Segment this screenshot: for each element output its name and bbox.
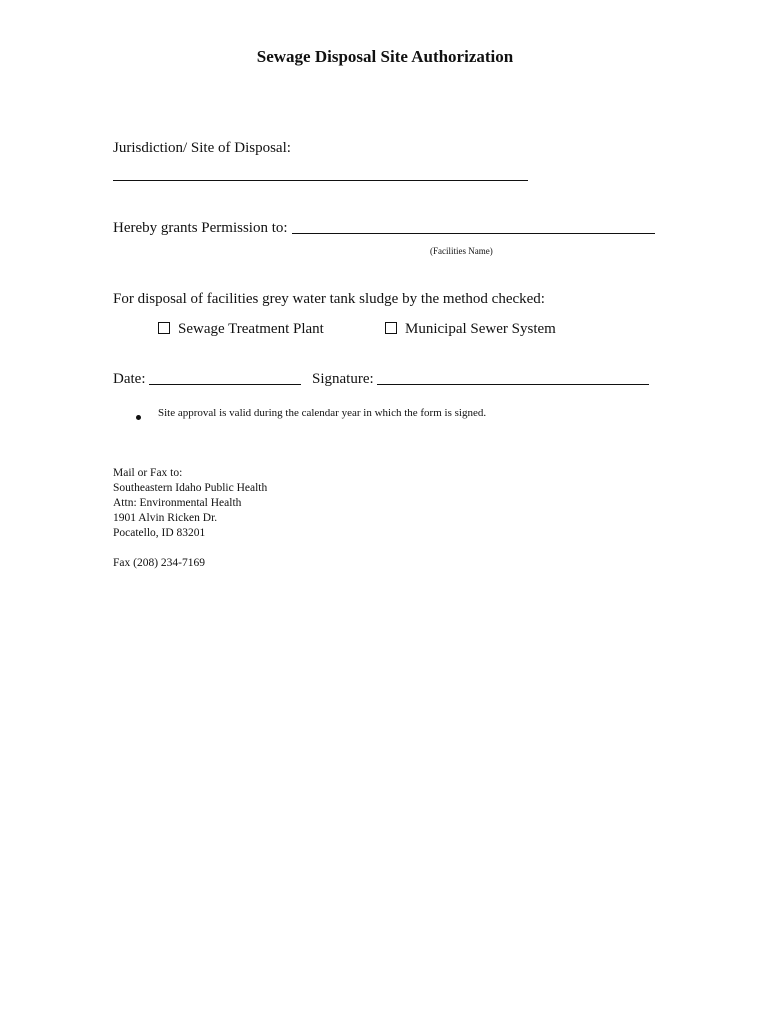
method-prompt: For disposal of facilities grey water tank sludge by the method checked: [113, 291, 545, 307]
date-label: Date: [113, 371, 146, 387]
signature-field[interactable] [377, 370, 649, 385]
mail-heading: Mail or Fax to: [113, 467, 183, 479]
facilities-name-field[interactable] [292, 219, 655, 234]
option-sewage-treatment-plant[interactable] [158, 321, 324, 338]
mail-line-3: 1901 Alvin Ricken Dr. [113, 512, 218, 524]
signature-label: Signature: [312, 371, 374, 387]
sewage-treatment-plant-label: Sewage Treatment Plant [178, 321, 324, 337]
municipal-sewer-system-checkbox[interactable] [385, 322, 397, 334]
sewage-treatment-plant-checkbox[interactable] [158, 322, 170, 334]
page-title: Sewage Disposal Site Authorization [256, 47, 514, 66]
permission-label: Hereby grants Permission to: [113, 220, 288, 236]
jurisdiction-label: Jurisdiction/ Site of Disposal: [113, 140, 291, 156]
fax-number: Fax (208) 234-7169 [113, 557, 205, 569]
bullet-icon [136, 409, 141, 427]
facilities-name-caption: (Facilities Name) [430, 246, 493, 256]
municipal-sewer-system-label: Municipal Sewer System [405, 321, 556, 337]
mail-line-1: Southeastern Idaho Public Health [113, 482, 268, 494]
mail-line-4: Pocatello, ID 83201 [113, 527, 206, 539]
validity-note: Site approval is valid during the calendar year in which the form is signed. [158, 407, 487, 419]
mail-line-2: Attn: Environmental Health [113, 497, 242, 509]
date-field[interactable] [149, 370, 301, 385]
jurisdiction-field[interactable] [113, 166, 528, 181]
option-municipal-sewer-system[interactable] [385, 321, 556, 338]
